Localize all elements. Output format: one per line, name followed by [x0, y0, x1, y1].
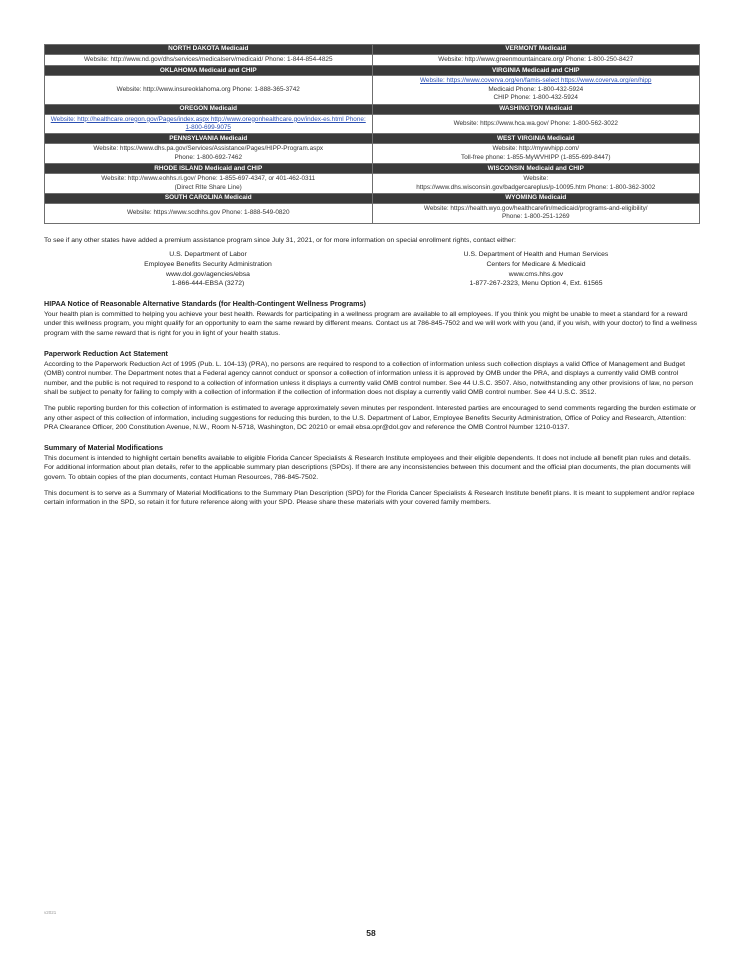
contact-line: 1-877-267-2323, Menu Option 4, Ext. 61565 — [469, 280, 603, 288]
material-modifications-section — [44, 443, 700, 508]
state-info-line: Medicaid Phone: 1-800-432-5924 — [488, 85, 584, 93]
state-header-west-virginia-medicaid: WEST VIRGINIA Medicaid — [372, 134, 700, 144]
section-heading: Summary of Material Modifications — [44, 442, 164, 452]
state-info-north-dakota-medicaid — [45, 55, 373, 66]
section-heading: Paperwork Reduction Act Statement — [44, 348, 168, 358]
state-info-line: Toll-free phone: 1-855-MyWVHIPP (1-855-699-8447) — [461, 153, 611, 161]
page-number: 58 — [366, 928, 376, 938]
state-header-pennsylvania-medicaid: PENNSYLVANIA Medicaid — [45, 134, 373, 144]
section-paragraph: This document is intended to highlight certain benefits available to eligible Florida Cancer Specialists & Research Institute employees and their eligible dependents. It does not include all benefit plan rules and details. For additional information about plan details, refer to the applicable summary plan descriptions (SPDs). If there are any inconsistencies between this document and the official plan documents, the plan documents will govern. To obtain copies of the plan documents, contact Human Resources, 786-845-7502. — [44, 454, 691, 481]
contact-line: 1-866-444-EBSA (3272) — [171, 280, 245, 288]
special-enrollment-intro: To see if any other states have added a premium assistance program since July 31, 2021, or for more information on special enrollment rights, contact either: — [44, 236, 516, 244]
state-medicaid-chip-table — [44, 44, 700, 224]
state-header-virginia-medicaid-and-chip: VIRGINIA Medicaid and CHIP — [372, 66, 700, 76]
state-info-line: Website: — [523, 175, 549, 183]
section-paragraph: Your health plan is committed to helping you achieve your best health. Rewards for participating in a wellness program are available to all employees. If you think you might be unable to meet a standard for a reward under this wellness program, you might qualify for an opportunity to earn the same reward by different means. Contact us at 786-845-7502 and we will work with you (and, if you wish, with your doctor) to find a wellness program with the same reward that is right for you in light of your health status. — [44, 310, 698, 338]
state-info-wyoming-medicaid — [372, 204, 700, 224]
contact-line: www.dol.gov/agencies/ebsa — [166, 270, 250, 278]
state-info-line: Website: https://health.wyo.gov/healthcarefin/medicaid/programs-and-eligibility/ — [423, 205, 648, 213]
section-paragraph: The public reporting burden for this collection of information is estimated to average approximately seven minutes per respondent. Interested parties are encouraged to send comments regarding the burden estimate or any other aspect of this collection of information, including suggestions for reducing this burden, to the U.S. Department of Labor, Employee Benefits Security Administration, Office of Policy and Research, Attention: PRA Clearance Officer, 200 Constitution Avenue, N.W., Room N-5718, Washington, DC 20210 or email ebsa.opr@dol.gov and reference the OMB Control Number 1210-0137. — [44, 405, 697, 432]
state-header-vermont-medicaid: VERMONT Medicaid — [372, 45, 700, 55]
state-header-row — [45, 66, 700, 76]
contact-line: Employee Benefits Security Administration — [144, 261, 272, 269]
state-info-wisconsin-medicaid-and-chip — [372, 174, 700, 194]
state-header-oklahoma-medicaid-and-chip: OKLAHOMA Medicaid and CHIP — [45, 66, 373, 76]
state-info-line: https://www.dhs.wisconsin.gov/badgercareplus/p-10095.htm Phone: 1-800-362-3002 — [416, 183, 656, 191]
paperwork-reduction-section — [44, 349, 700, 433]
document-page — [44, 44, 700, 514]
state-header-oregon-medicaid: OREGON Medicaid — [45, 104, 373, 114]
state-header-wyoming-medicaid: WYOMING Medicaid — [372, 194, 700, 204]
state-info-south-carolina-medicaid — [45, 204, 373, 224]
contact-hhs — [372, 250, 700, 288]
state-info-line: Website: http://www.greenmountaincare.org/ Phone: 1-800-250-8427 — [438, 56, 634, 63]
section-paragraph: This document is to serve as a Summary of Material Modifications to the Summary Plan Description (SPD) for the Florida Cancer Specialists & Research Institute benefit plans. It is meant to supplement and/or replace certain information in the SPD, so retain it for future reference along with your SPD. Please share these materials with your covered family members. — [44, 489, 695, 507]
state-header-north-dakota-medicaid: NORTH DAKOTA Medicaid — [45, 45, 373, 55]
footer-code: v2021 — [44, 910, 57, 915]
contact-line: Centers for Medicare & Medicaid — [486, 261, 586, 269]
section-paragraph: According to the Paperwork Reduction Act of 1995 (Pub. L. 104-13) (PRA), no persons are required to respond to a collection of information unless such collection displays a valid Office of Management and Budget (OMB) control number. The Department notes that a Federal agency cannot conduct or sponsor a collection of information unless it is approved by OMB under the PRA, and displays a currently valid OMB control number, and the public is not required to respond to a collection of information unless it displays a currently valid OMB control number. See 44 U.S.C. 3507. Also, notwithstanding any other provisions of law, no person shall be subject to penalty for failing to comply with a collection of information if the collection of information does not display a currently valid OMB control number. See 44 U.S.C. 3512. — [44, 360, 694, 397]
state-info-rhode-island-medicaid-and-chip — [45, 174, 373, 194]
state-info-line: Website: http://mywvhipp.com/ — [492, 145, 580, 153]
state-header-wisconsin-medicaid-and-chip: WISCONSIN Medicaid and CHIP — [372, 164, 700, 174]
hipaa-notice-section — [44, 299, 700, 339]
state-body-row — [45, 174, 700, 194]
state-info-vermont-medicaid — [372, 55, 700, 66]
state-body-row — [45, 114, 700, 134]
state-info-west-virginia-medicaid — [372, 144, 700, 164]
state-website-link[interactable]: Website: http://healthcare.oregon.gov/Pages/index.aspx http://www.oregonhealthcare.gov/index-es.html Phone: 1-800-699-9075 — [50, 115, 366, 132]
state-header-row — [45, 164, 700, 174]
state-info-line: Phone: 1-800-692-7462 — [174, 153, 242, 161]
state-header-row — [45, 134, 700, 144]
state-body-row — [45, 204, 700, 224]
state-header-rhode-island-medicaid-and-chip: RHODE ISLAND Medicaid and CHIP — [45, 164, 373, 174]
state-info-pennsylvania-medicaid — [45, 144, 373, 164]
state-info-line: Website: https://www.hca.wa.gov/ Phone: 1-800-562-3022 — [453, 119, 618, 127]
state-body-row — [45, 55, 700, 66]
state-info-oklahoma-medicaid-and-chip — [45, 76, 373, 104]
state-info-line: Website: https://www.scdhhs.gov Phone: 1-888-549-0820 — [126, 209, 290, 217]
contact-dol — [44, 250, 372, 288]
state-body-row — [45, 144, 700, 164]
state-info-line: Website: https://www.dhs.pa.gov/Services/Assistance/Pages/HIPP-Program.aspx — [93, 145, 324, 153]
state-header-row — [45, 45, 700, 55]
state-info-washington-medicaid — [372, 114, 700, 134]
state-info-line: Phone: 1-800-251-1269 — [501, 213, 570, 221]
state-info-line: Website: http://www.nd.gov/dhs/services/medicalserv/medicaid/ Phone: 1-844-854-4825 — [83, 56, 333, 63]
state-body-row — [45, 76, 700, 104]
state-website-link[interactable]: Website: https://www.coverva.org/en/famis-select https://www.coverva.org/en/hipp — [420, 77, 652, 85]
section-heading: HIPAA Notice of Reasonable Alternative Standards (for Health-Contingent Wellness Programs) — [44, 298, 366, 308]
state-info-line: CHIP Phone: 1-800-432-5924 — [493, 94, 578, 102]
state-header-south-carolina-medicaid: SOUTH CAROLINA Medicaid — [45, 194, 373, 204]
state-header-washington-medicaid: WASHINGTON Medicaid — [372, 104, 700, 114]
contact-agencies — [44, 250, 700, 288]
state-header-row — [45, 194, 700, 204]
contact-line: U.S. Department of Labor — [169, 251, 247, 259]
state-info-line: (Direct RIte Share Line) — [174, 183, 242, 191]
state-info-oregon-medicaid — [45, 114, 373, 134]
state-header-row — [45, 104, 700, 114]
state-info-line: Website: http://www.insureoklahoma.org Phone: 1-888-365-3742 — [116, 85, 300, 93]
state-info-virginia-medicaid-and-chip — [372, 76, 700, 104]
state-info-line: Website: http://www.eohhs.ri.gov/ Phone: 1-855-697-4347, or 401-462-0311 — [101, 175, 316, 183]
contact-line: www.cms.hhs.gov — [508, 270, 564, 278]
contact-line: U.S. Department of Health and Human Services — [463, 251, 609, 259]
